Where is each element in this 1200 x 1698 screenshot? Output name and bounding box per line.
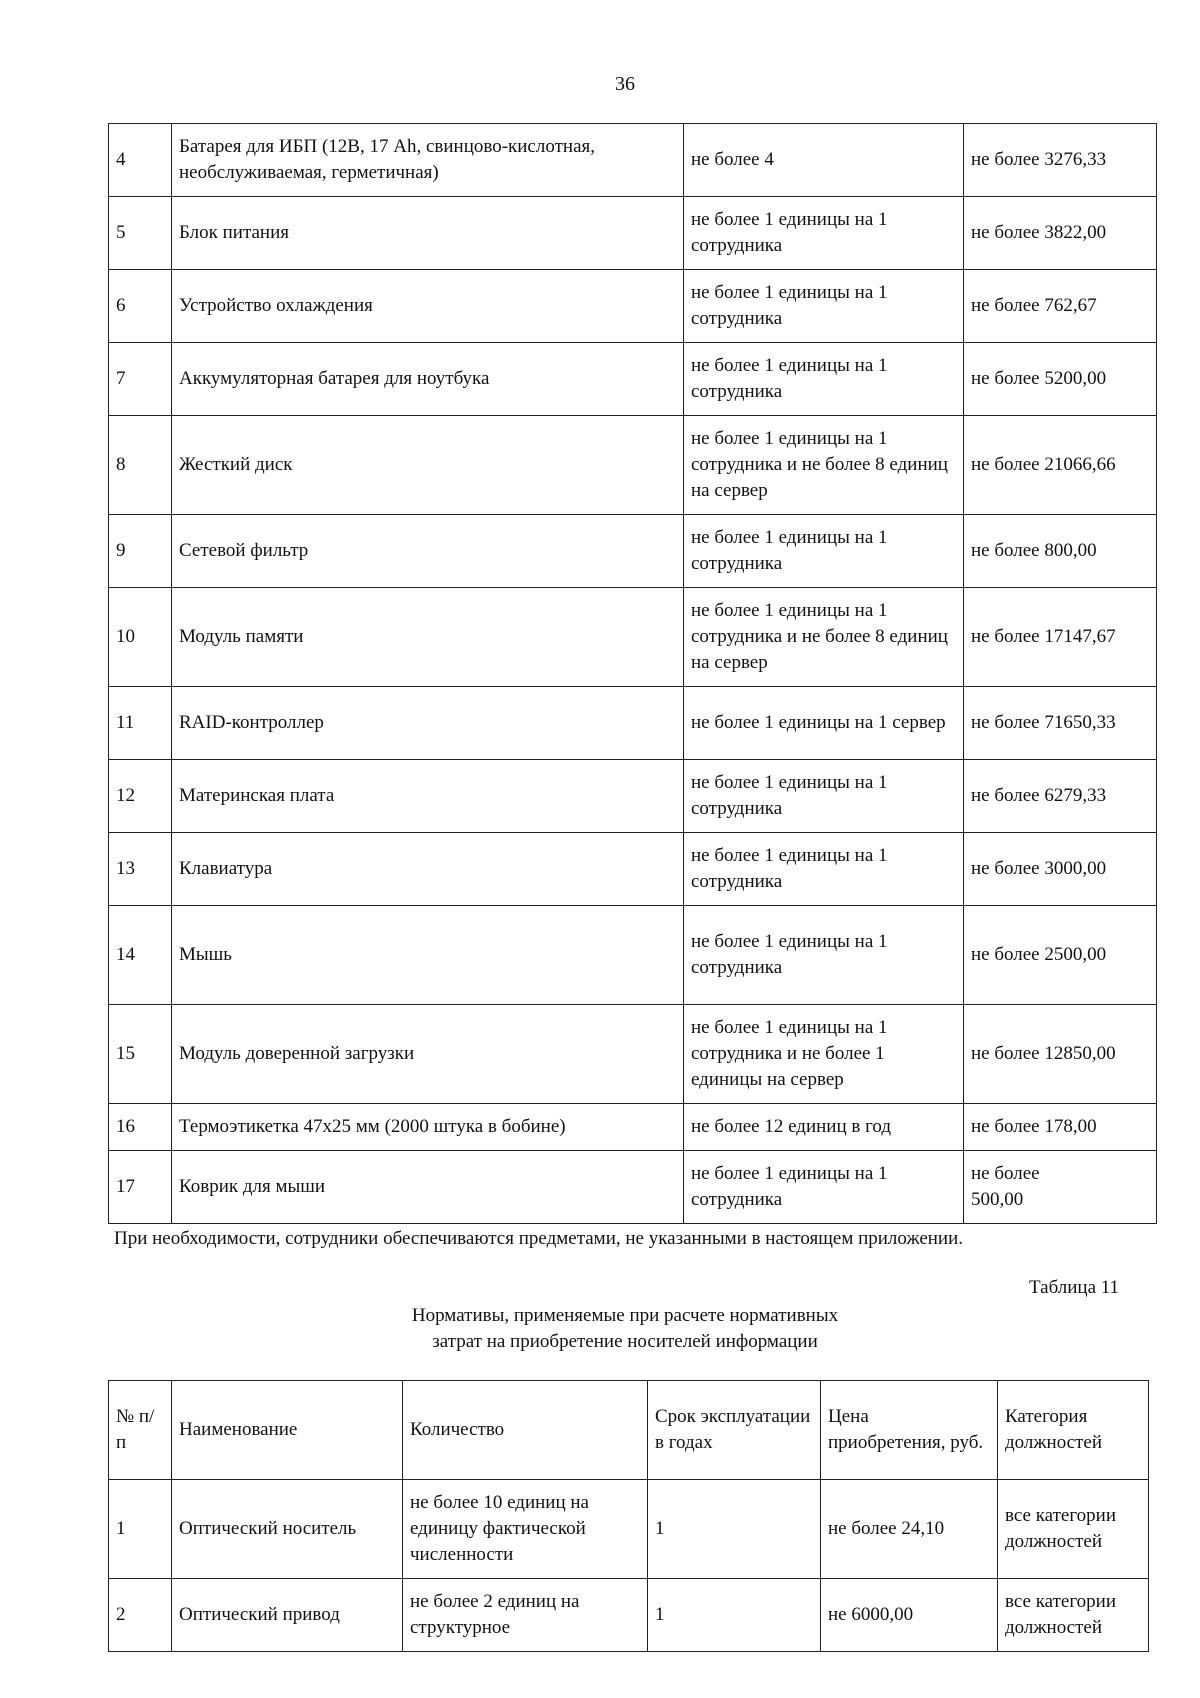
item-quantity: не более 1 единицы на 1 сотрудника и не более 1 единицы на сервер bbox=[684, 1005, 964, 1104]
item-price: не более 6279,33 bbox=[964, 760, 1157, 833]
table-row bbox=[109, 1579, 1149, 1652]
item-term: 1 bbox=[648, 1480, 821, 1579]
item-quantity: не более 1 единицы на 1 сотрудника и не более 8 единиц на сервер bbox=[684, 416, 964, 515]
item-quantity: не более 10 единиц на единицу фактической численности bbox=[403, 1480, 648, 1579]
item-quantity: не более 1 единицы на 1 сотрудника bbox=[684, 197, 964, 270]
item-price: не более 3276,33 bbox=[964, 124, 1157, 197]
table-row bbox=[109, 270, 1157, 343]
row-number: 1 bbox=[109, 1480, 172, 1579]
header-category: Категория должностей bbox=[998, 1381, 1149, 1480]
item-name: Мышь bbox=[172, 906, 684, 1005]
row-number: 14 bbox=[109, 906, 172, 1005]
item-category: все категории должностей bbox=[998, 1579, 1149, 1652]
caption-line-1: Нормативы, применяемые при расчете нормативных bbox=[411, 1305, 839, 1326]
table-row bbox=[109, 1005, 1157, 1104]
table-row bbox=[109, 833, 1157, 906]
item-price: не более 3822,00 bbox=[964, 197, 1157, 270]
item-name: Батарея для ИБП (12В, 17 Ah, свинцово-кислотная, необслуживаемая, герметичная) bbox=[172, 124, 684, 197]
item-quantity: не более 4 bbox=[684, 124, 964, 197]
row-number: 7 bbox=[109, 343, 172, 416]
table-row bbox=[109, 343, 1157, 416]
row-number: 17 bbox=[109, 1151, 172, 1224]
table-row bbox=[109, 760, 1157, 833]
item-name: Модуль доверенной загрузки bbox=[172, 1005, 684, 1104]
header-number: № п/п bbox=[109, 1381, 172, 1480]
row-number: 15 bbox=[109, 1005, 172, 1104]
row-number: 16 bbox=[109, 1104, 172, 1151]
row-number: 5 bbox=[109, 197, 172, 270]
row-number: 11 bbox=[109, 687, 172, 760]
table-row bbox=[109, 416, 1157, 515]
item-price: не более 21066,66 bbox=[964, 416, 1157, 515]
table-row bbox=[109, 1480, 1149, 1579]
item-quantity: не более 1 единицы на 1 сотрудника bbox=[684, 270, 964, 343]
table-row bbox=[109, 197, 1157, 270]
item-quantity: не более 2 единиц на структурное bbox=[403, 1579, 648, 1652]
item-price: не более 762,67 bbox=[964, 270, 1157, 343]
header-term: Срок эксплуатации в годах bbox=[648, 1381, 821, 1480]
item-price: не более 2500,00 bbox=[964, 906, 1157, 1005]
table-row bbox=[109, 687, 1157, 760]
table-header-row bbox=[109, 1381, 1149, 1480]
item-name: Оптический носитель bbox=[172, 1480, 403, 1579]
item-term: 1 bbox=[648, 1579, 821, 1652]
item-name: Клавиатура bbox=[172, 833, 684, 906]
table-11-caption bbox=[0, 1303, 1200, 1355]
header-name: Наименование bbox=[172, 1381, 403, 1480]
caption-line-2: затрат на приобретение носителей информации bbox=[432, 1331, 818, 1352]
page-number: 36 bbox=[615, 73, 635, 95]
item-price: не 6000,00 bbox=[821, 1579, 998, 1652]
item-quantity: не более 1 единицы на 1 сотрудника и не более 8 единиц на сервер bbox=[684, 588, 964, 687]
item-price: не более 800,00 bbox=[964, 515, 1157, 588]
table-row bbox=[109, 1151, 1157, 1224]
item-price: не более 178,00 bbox=[964, 1104, 1157, 1151]
row-number: 6 bbox=[109, 270, 172, 343]
table-row bbox=[109, 588, 1157, 687]
table-row bbox=[109, 124, 1157, 197]
equipment-norms-table bbox=[108, 123, 1157, 1224]
item-category: все категории должностей bbox=[998, 1480, 1149, 1579]
item-name: Блок питания bbox=[172, 197, 684, 270]
item-name: Термоэтикетка 47х25 мм (2000 штука в бобине) bbox=[172, 1104, 684, 1151]
item-name: Устройство охлаждения bbox=[172, 270, 684, 343]
row-number: 4 bbox=[109, 124, 172, 197]
row-number: 8 bbox=[109, 416, 172, 515]
media-norms-table bbox=[108, 1380, 1149, 1652]
item-quantity: не более 12 единиц в год bbox=[684, 1104, 964, 1151]
table-row bbox=[109, 515, 1157, 588]
table-row bbox=[109, 1104, 1157, 1151]
item-name: RAID-контроллер bbox=[172, 687, 684, 760]
item-name: Модуль памяти bbox=[172, 588, 684, 687]
item-price: не более 12850,00 bbox=[964, 1005, 1157, 1104]
item-price: не более 71650,33 bbox=[964, 687, 1157, 760]
row-number: 2 bbox=[109, 1579, 172, 1652]
item-price: не более 3000,00 bbox=[964, 833, 1157, 906]
footnote: При необходимости, сотрудники обеспечиваются предметами, не указанными в настоящем приложении. bbox=[114, 1228, 964, 1249]
item-name: Жесткий диск bbox=[172, 416, 684, 515]
item-name: Аккумуляторная батарея для ноутбука bbox=[172, 343, 684, 416]
item-quantity: не более 1 единицы на 1 сервер bbox=[684, 687, 964, 760]
item-name: Коврик для мыши bbox=[172, 1151, 684, 1224]
row-number: 10 bbox=[109, 588, 172, 687]
item-quantity: не более 1 единицы на 1 сотрудника bbox=[684, 1151, 964, 1224]
item-price: не более 17147,67 bbox=[964, 588, 1157, 687]
item-quantity: не более 1 единицы на 1 сотрудника bbox=[684, 343, 964, 416]
row-number: 9 bbox=[109, 515, 172, 588]
header-price: Цена приобретения, руб. bbox=[821, 1381, 998, 1480]
item-quantity: не более 1 единицы на 1 сотрудника bbox=[684, 760, 964, 833]
item-price: не более 24,10 bbox=[821, 1480, 998, 1579]
item-price: не более 500,00 bbox=[964, 1151, 1157, 1224]
header-quantity: Количество bbox=[403, 1381, 648, 1480]
row-number: 12 bbox=[109, 760, 172, 833]
item-name: Материнская плата bbox=[172, 760, 684, 833]
table-11-label: Таблица 11 bbox=[1029, 1277, 1120, 1298]
item-quantity: не более 1 единицы на 1 сотрудника bbox=[684, 833, 964, 906]
item-name: Оптический привод bbox=[172, 1579, 403, 1652]
row-number: 13 bbox=[109, 833, 172, 906]
item-quantity: не более 1 единицы на 1 сотрудника bbox=[684, 515, 964, 588]
item-price: не более 5200,00 bbox=[964, 343, 1157, 416]
table-row bbox=[109, 906, 1157, 1005]
item-name: Сетевой фильтр bbox=[172, 515, 684, 588]
item-quantity: не более 1 единицы на 1 сотрудника bbox=[684, 906, 964, 1005]
